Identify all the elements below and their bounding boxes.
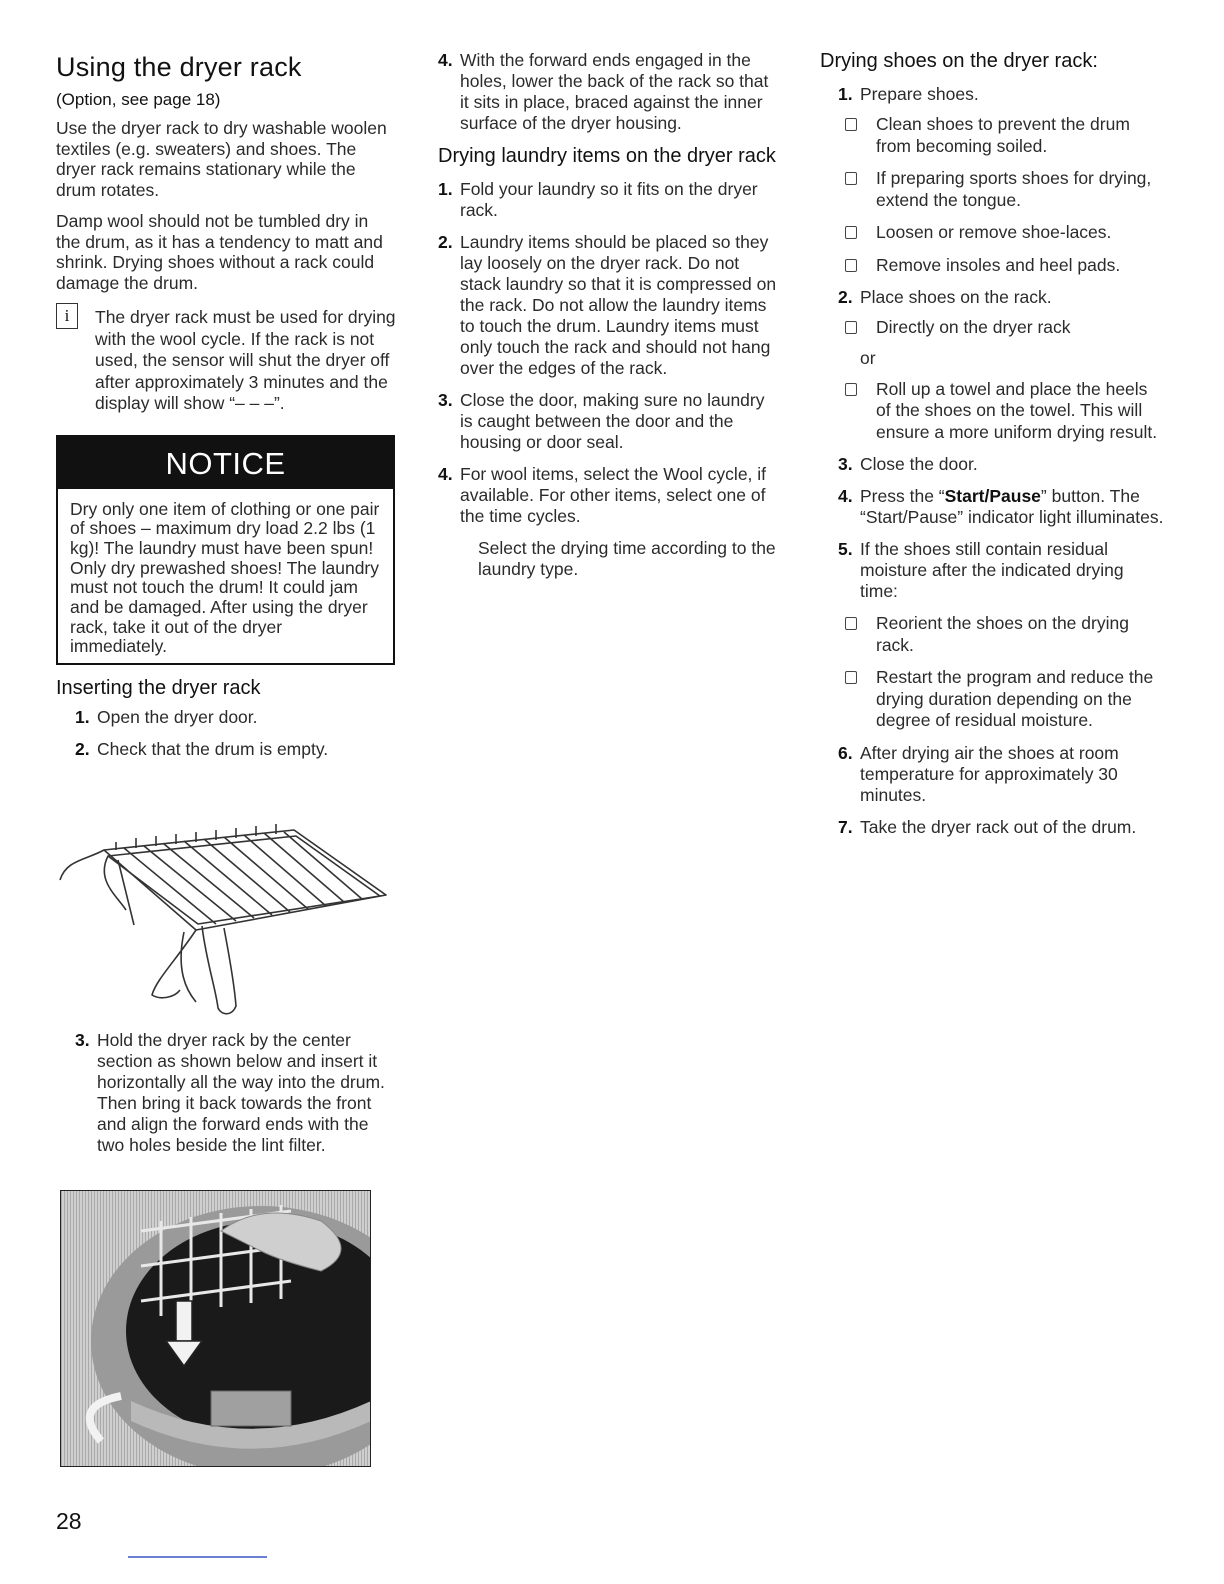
- list-item: [438, 50, 778, 134]
- laundry-steps: [438, 179, 778, 527]
- notice-heading: NOTICE: [58, 437, 393, 489]
- inserting-steps: [75, 707, 396, 760]
- step-text: Laundry items should be placed so they lay loosely on the dryer rack. Do not stack laundry so that it is compressed on the rack. Do not allow the laundry items to touch the drum. Laundry items must only touch the rack and should not hang over the edges of the rack.: [460, 232, 777, 378]
- prepare-checklist: [842, 114, 1165, 276]
- inserting-heading: Inserting the dryer rack: [56, 677, 261, 700]
- residual-checklist: [842, 613, 1165, 732]
- checklist-item: [842, 379, 1165, 444]
- checklist-item: [842, 114, 1165, 157]
- step-number: 2.: [838, 287, 853, 307]
- start-pause-label: Start/Pause: [944, 486, 1041, 506]
- list-item: [438, 232, 778, 379]
- step-number: 1.: [75, 707, 90, 728]
- checklist-item: [842, 222, 1165, 244]
- page-number: 28: [56, 1508, 82, 1534]
- notice-box: [56, 435, 395, 666]
- checklist-text: Reorient the shoes on the drying rack.: [876, 613, 1129, 655]
- checklist-text: If preparing sports shoes for drying, extend the tongue.: [876, 168, 1152, 210]
- step-number: 7.: [838, 816, 853, 837]
- checkbox-icon: [845, 671, 857, 684]
- checkbox-icon: [845, 172, 857, 185]
- checklist-item: [842, 667, 1165, 732]
- step-text: Close the door, making sure no laundry is caught between the door and the housing or door seal.: [460, 390, 765, 452]
- shoes-heading: Drying shoes on the dryer rack:: [820, 50, 1098, 72]
- checklist-text: Loosen or remove shoe-laces.: [876, 222, 1112, 242]
- shoes-steps: [838, 454, 1165, 602]
- laundry-heading: Drying laundry items on the dryer rack: [438, 145, 776, 167]
- step-text: Open the dryer door.: [97, 707, 258, 728]
- step-number: 3.: [438, 390, 453, 410]
- list-item: [438, 179, 778, 221]
- column-right: [820, 50, 1165, 849]
- info-note: [56, 307, 396, 415]
- checklist-item: [842, 317, 1165, 339]
- list-item: [838, 539, 1165, 602]
- step-text: Hold the dryer rack by the center section as shown below and insert it horizontally all the way into the drum. Then bring it back towards the front and align the forward ends with the two holes beside the lint filter.: [97, 1030, 385, 1155]
- step-text: Take the dryer rack out of the drum.: [860, 816, 1137, 837]
- list-item: [438, 464, 778, 527]
- shoes-steps: [838, 84, 1165, 105]
- intro-paragraph: Use the dryer rack to dry washable woolen textiles (e.g. sweaters) and shoes. The dryer rack remains stationary while the drum rotates.: [56, 118, 387, 200]
- list-item: [838, 287, 1165, 308]
- dryer-rack-illustration: [56, 820, 396, 1020]
- shoes-steps: [838, 743, 1165, 838]
- list-item: [838, 486, 1165, 528]
- info-icon: i: [56, 303, 78, 329]
- step-text: Check that the drum is empty.: [97, 739, 329, 760]
- checklist-text: Clean shoes to prevent the drum from becoming soiled.: [876, 114, 1130, 156]
- page-subtitle: (Option, see page 18): [56, 90, 221, 109]
- list-item: [838, 454, 1165, 475]
- checkbox-icon: [845, 321, 857, 334]
- checklist-item: [842, 255, 1165, 277]
- step-number: 4.: [438, 464, 453, 484]
- step-text: Close the door.: [860, 454, 978, 474]
- checkbox-icon: [845, 617, 857, 630]
- column-left-lower: [56, 1030, 396, 1167]
- list-item: [838, 84, 1165, 105]
- list-item: [75, 1030, 396, 1156]
- footer-rule: [128, 1556, 267, 1558]
- step-number: 3.: [75, 1030, 90, 1050]
- list-item: [438, 390, 778, 453]
- shoes-steps: [838, 287, 1165, 308]
- list-item: [838, 743, 1165, 806]
- or-text: or: [860, 347, 876, 368]
- checklist-item: [842, 613, 1165, 656]
- step-text: Press the “: [860, 486, 945, 506]
- place-checklist: [842, 317, 1165, 339]
- step-number: 2.: [438, 232, 453, 252]
- checklist-text: Remove insoles and heel pads.: [876, 254, 1121, 275]
- place-checklist-alt: [842, 379, 1165, 444]
- checkbox-icon: [845, 259, 857, 272]
- checkbox-icon: [845, 226, 857, 239]
- info-text: The dryer rack must be used for drying with the wool cycle. If the rack is not used, the sensor will shut the dryer off after approximately 3 minutes and the display will show “– – –”.: [95, 307, 396, 413]
- step-text: Fold your laundry so it fits on the dryer rack.: [460, 179, 758, 220]
- rack-insertion-photo: [60, 1190, 371, 1467]
- step-text: ” button. The “Start/Pause” indicator light illuminates.: [860, 486, 1164, 527]
- step-number: 3.: [838, 454, 853, 474]
- checklist-text: Restart the program and reduce the drying duration depending on the degree of residual moisture.: [876, 667, 1154, 730]
- step-text: After drying air the shoes at room temperature for approximately 30 minutes.: [860, 742, 1119, 805]
- step-number: 1.: [438, 179, 453, 199]
- wool-paragraph: Damp wool should not be tumbled dry in the drum, as it has a tendency to matt and shrink. Drying shoes without a rack could damage the drum.: [56, 211, 383, 293]
- list-item: [75, 707, 396, 728]
- step-number: 1.: [838, 84, 853, 104]
- step-text: If the shoes still contain residual moisture after the indicated drying time:: [860, 539, 1124, 601]
- list-item: [838, 817, 1165, 838]
- column-middle: [438, 50, 778, 580]
- laundry-tail-text: Select the drying time according to the laundry type.: [478, 538, 776, 579]
- checklist-text: Directly on the dryer rack: [876, 317, 1071, 337]
- checklist-text: Roll up a towel and place the heels of the shoes on the towel. This will ensure a more uniform drying result.: [876, 378, 1158, 442]
- checklist-item: [842, 168, 1165, 211]
- step-number: 4.: [438, 50, 453, 70]
- step-text: For wool items, select the Wool cycle, if available. For other items, select one of the time cycles.: [460, 464, 767, 526]
- inserting-steps-final: [438, 50, 778, 134]
- step-number: 2.: [75, 739, 90, 760]
- step-number: 6.: [838, 742, 853, 763]
- step-text: Prepare shoes.: [860, 84, 979, 104]
- page-title: Using the dryer rack: [56, 52, 302, 82]
- step-text: With the forward ends engaged in the holes, lower the back of the rack so that it sits in place, braced against the inner surface of the dryer housing.: [460, 50, 769, 133]
- column-left: [56, 50, 396, 771]
- step-number: 5.: [838, 539, 853, 559]
- checkbox-icon: [845, 383, 857, 396]
- list-item: [75, 739, 396, 760]
- notice-text: Dry only one item of clothing or one pair of shoes – maximum dry load 2.2 lbs (1 kg)! The laundry must have been spun! Only dry prewashed shoes! The laundry must not touch the drum! It could jam and be damaged. After using the dryer rack, take it out of the dryer immediately.: [70, 498, 380, 657]
- inserting-steps-continued: [75, 1030, 396, 1156]
- checkbox-icon: [845, 118, 857, 131]
- step-number: 4.: [838, 486, 853, 506]
- step-text: Place shoes on the rack.: [860, 287, 1052, 307]
